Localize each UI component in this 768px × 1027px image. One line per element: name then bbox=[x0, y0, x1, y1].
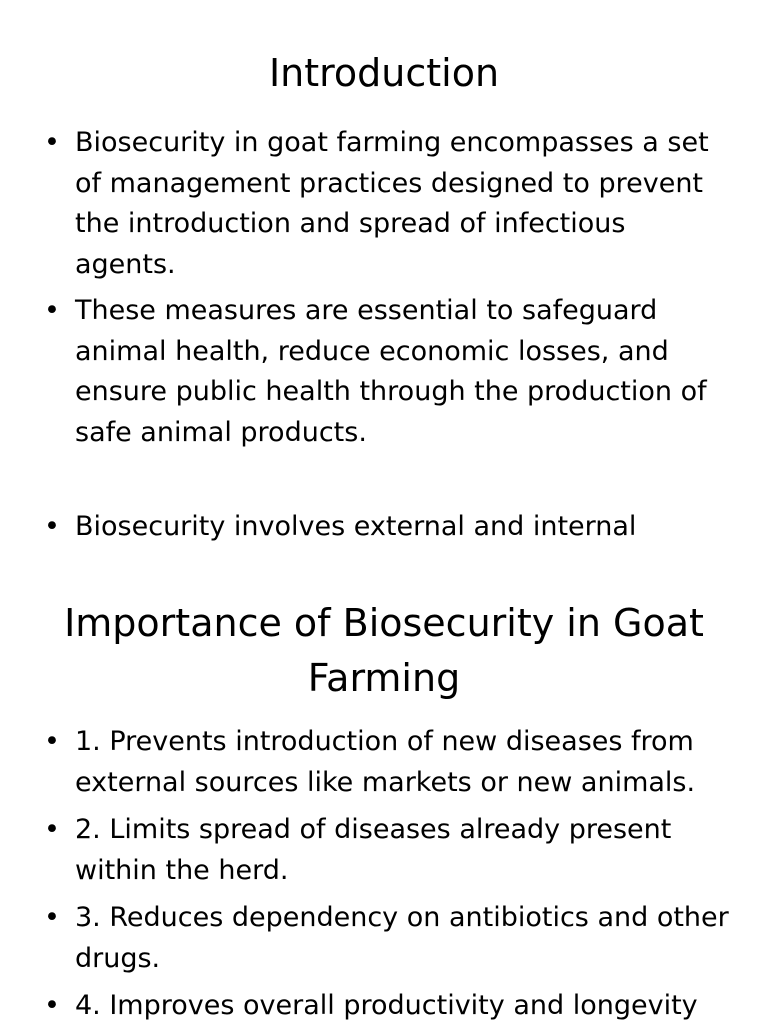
slide-importance bbox=[0, 596, 768, 1027]
bullet-item: • 3. Reduces dependency on antibiotics and other drugs. bbox=[0, 898, 768, 979]
slide-title: Importance of Biosecurity in Goat Farming bbox=[64, 601, 704, 700]
bullet-item: • 4. Improves overall productivity and longevity bbox=[0, 986, 768, 1027]
bullet-item: • 2. Limits spread of diseases already present within the herd. bbox=[0, 810, 768, 891]
bullet-list bbox=[0, 722, 768, 1027]
bullet-item: • 1. Prevents introduction of new diseases from external sources like markets or new animals. bbox=[0, 722, 768, 803]
bullet-item: • Biosecurity involves external and internal bbox=[0, 507, 768, 548]
bullet-list bbox=[0, 123, 768, 548]
slide-title: Introduction bbox=[268, 51, 500, 95]
bullet-item: • These measures are essential to safeguard animal health, reduce economic losses, and ensure public health through the production of safe animal products. bbox=[0, 291, 768, 453]
bullet-item: • Biosecurity in goat farming encompasses a set of management practices designed to prevent the introduction and spread of infectious agents. bbox=[0, 123, 768, 285]
